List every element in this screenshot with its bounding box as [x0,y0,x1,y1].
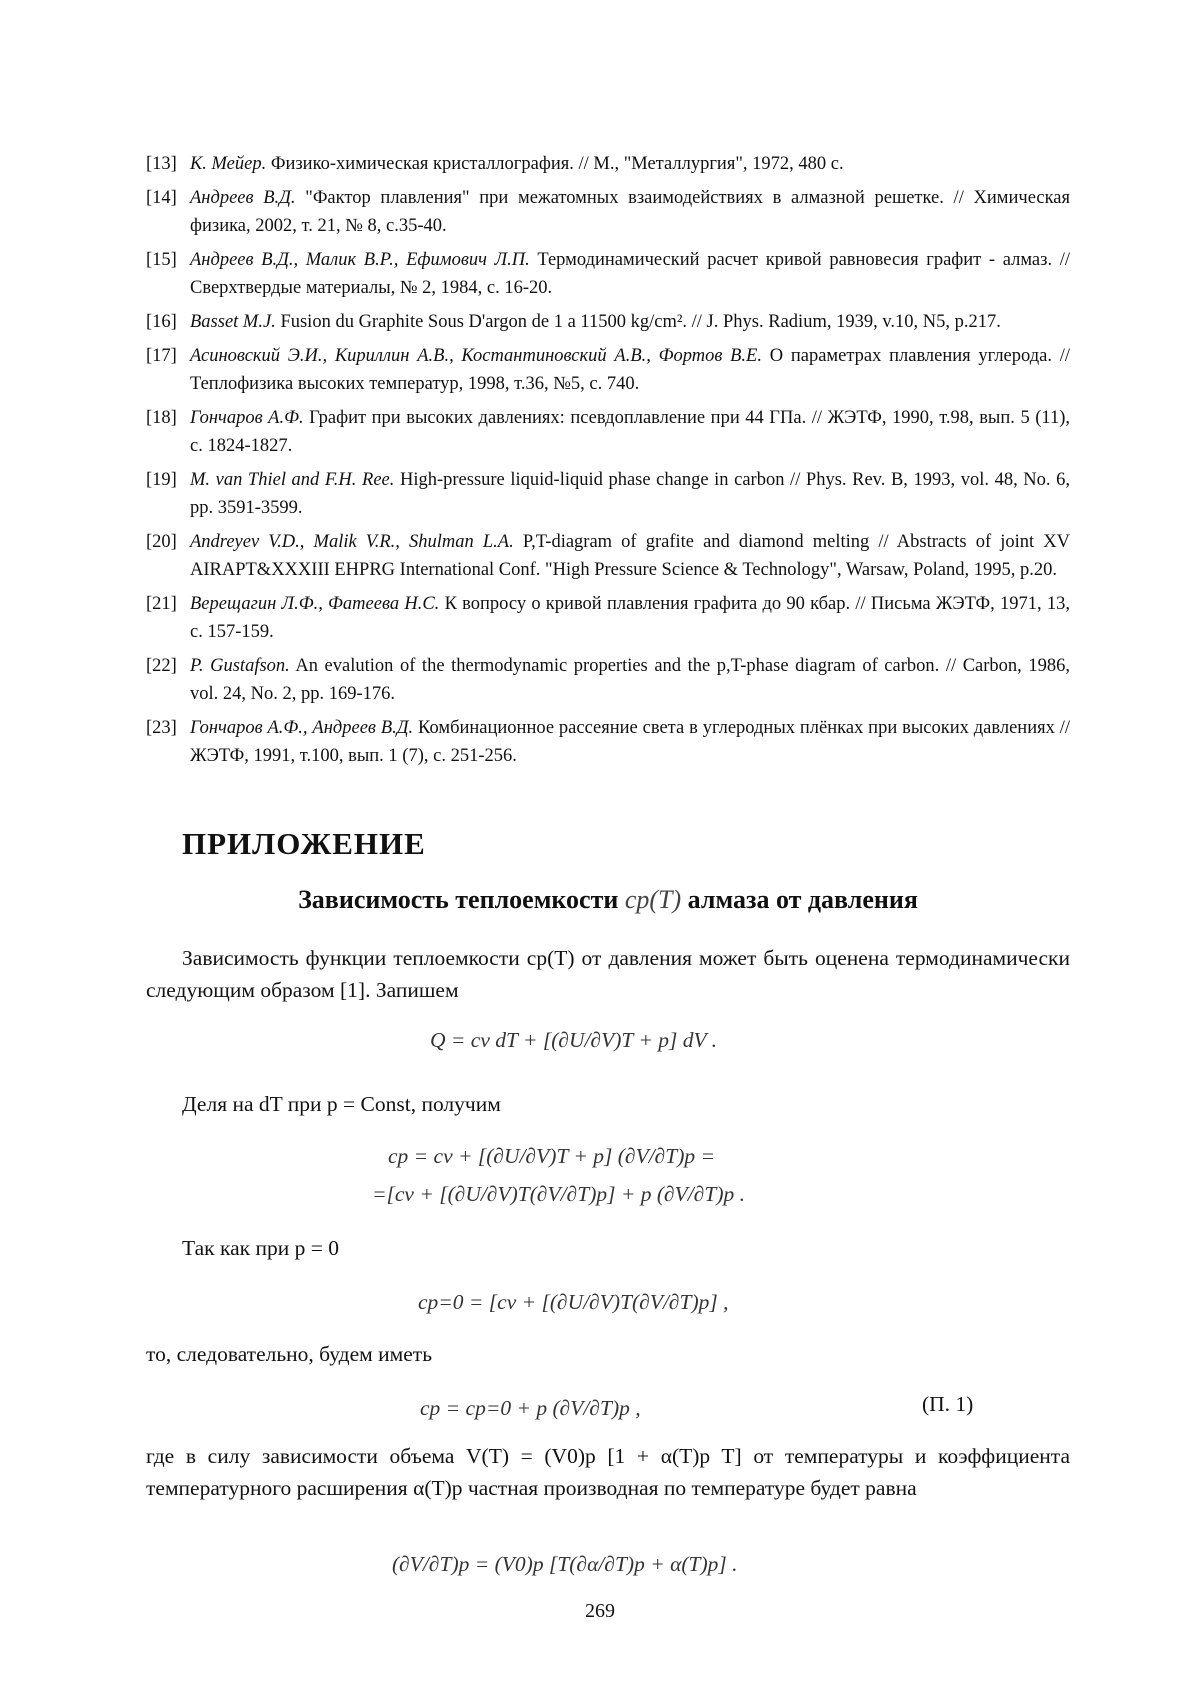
reference-text: Комбинационное рассеяние света в углеродных плёнках при высоких давлениях // ЖЭТФ, 1991, т.100, вып. 1 (7), с. 251-256. [190,718,1071,766]
paragraph-intro: Зависимость функции теплоемкости cp(T) от давления может быть оценена термодинамически следующим образом [1]. Запишем [146,946,1070,1002]
section-heading-text: Зависимость теплоемкости [298,885,619,914]
reference-text: Графит при высоких давлениях: псевдоплавление при 44 ГПа. // ЖЭТФ, 1990, т.98, вып. 5 (11), с. 1824-1827. [190,408,1070,456]
equation-label: (П. 1) [922,1392,974,1416]
equation-cp-line1: cp = cv + [(∂U/∂V)T + p] (∂V/∂T)p = [388,1144,716,1168]
reference-number: [22] [146,656,177,676]
paragraph-consequence: то, следовательно, будем иметь [146,1342,432,1366]
paragraph-volume: где в силу зависимости объема V(T) = (V0)p [1 + α(T)p T] от температуры и коэффициента температурного расширения α(T)p частная производная по температуре будет равна [146,1444,1070,1500]
reference-number: [21] [146,594,177,614]
reference-21 [146,590,1070,646]
reference-text: High-pressure liquid-liquid phase change in carbon // Phys. Rev. B, 1993, vol. 48, No. 6, pp. 3591-3599. [190,470,1070,518]
section-heading [146,885,1070,915]
reference-authors: Basset M.J. [190,312,276,332]
reference-number: [20] [146,532,177,552]
reference-number: [18] [146,408,177,428]
reference-13 [146,150,1070,178]
reference-15 [146,246,1070,302]
reference-authors: Андреев В.Д. [190,188,296,208]
reference-text: Физико-химическая кристаллография. // М., "Металлургия", 1972, 480 с. [270,154,844,174]
equation-p1: cp = cp=0 + p (∂V/∂T)p , [420,1396,641,1420]
reference-authors: Асиновский Э.И., Кириллин А.В., Костантиновский А.В., Фортов В.Е. [190,346,762,366]
equation-cp-zero: cp=0 = [cv + [(∂U/∂V)T(∂V/∂T)p] , [418,1290,729,1314]
page-number: 269 [585,1600,615,1622]
reference-number: [14] [146,188,177,208]
reference-number: [17] [146,346,177,366]
reference-text: P,T-diagram of grafite and diamond melting // Abstracts of joint XV AIRAPT&XXXIII EHPRG International Conf. "High Pressure Science & Technology", Warsaw, Poland, 1995, p.20. [190,532,1071,580]
reference-20 [146,528,1070,584]
reference-23 [146,714,1070,770]
reference-authors: P. Gustafson. [190,656,290,676]
equation-heat: Q = cv dT + [(∂U/∂V)T + p] dV . [430,1028,717,1052]
appendix-heading: ПРИЛОЖЕНИЕ [182,826,426,861]
reference-19 [146,466,1070,522]
reference-number: [23] [146,718,177,738]
reference-number: [16] [146,312,177,332]
reference-text: К вопросу о кривой плавления графита до 90 кбар. // Письма ЖЭТФ, 1971, 13, с. 157-159. [190,594,1071,642]
equation-cp-line2: =[cv + [(∂U/∂V)T(∂V/∂T)p] + p (∂V/∂T)p . [372,1182,746,1206]
reference-text: Fusion du Graphite Sous D'argon de 1 a 11500 kg/cm². // J. Phys. Radium, 1939, v.10, N5, p.217. [280,312,1001,332]
reference-authors: M. van Thiel and F.H. Ree. [190,470,395,490]
section-heading-math: cp(T) [624,885,682,914]
reference-number: [19] [146,470,177,490]
reference-number: [15] [146,250,177,270]
reference-authors: Andreyev V.D., Malik V.R., Shulman L.A. [190,532,514,552]
reference-authors: Верещагин Л.Ф., Фатеева Н.С. [190,594,440,614]
section-heading-text: алмаза от давления [687,885,918,914]
reference-18 [146,404,1070,460]
reference-16 [146,308,1070,336]
reference-text: О параметрах плавления углерода. // Теплофизика высоких температур, 1998, т.36, №5, с. 740. [190,346,1070,394]
reference-list [146,150,1070,776]
reference-text: An evalution of the thermodynamic properties and the p,T-phase diagram of carbon. // Carbon, 1986, vol. 24, No. 2, pp. 169-176. [190,656,1070,704]
reference-22 [146,652,1070,708]
reference-authors: Андреев В.Д., Малик В.Р., Ефимович Л.П. [190,250,530,270]
equation-derivative: (∂V/∂T)p = (V0)p [T(∂α/∂T)p + α(T)p] . [392,1552,738,1576]
reference-number: [13] [146,154,177,174]
reference-authors: Гончаров А.Ф. [190,408,304,428]
reference-text: Термодинамический расчет кривой равновесия графит - алмаз. // Сверхтвердые материалы, № 2, 1984, с. 16-20. [190,250,1070,298]
paragraph-divide: Деля на dT при p = Const, получим [182,1092,501,1116]
reference-authors: К. Мейер. [190,154,267,174]
reference-17 [146,342,1070,398]
paragraph-p-zero: Так как при p = 0 [182,1236,339,1260]
reference-14 [146,184,1070,240]
reference-authors: Гончаров А.Ф., Андреев В.Д. [190,718,414,738]
reference-text: "Фактор плавления" при межатомных взаимодействиях в алмазной решетке. // Химическая физика, 2002, т. 21, № 8, с.35-40. [190,188,1071,236]
